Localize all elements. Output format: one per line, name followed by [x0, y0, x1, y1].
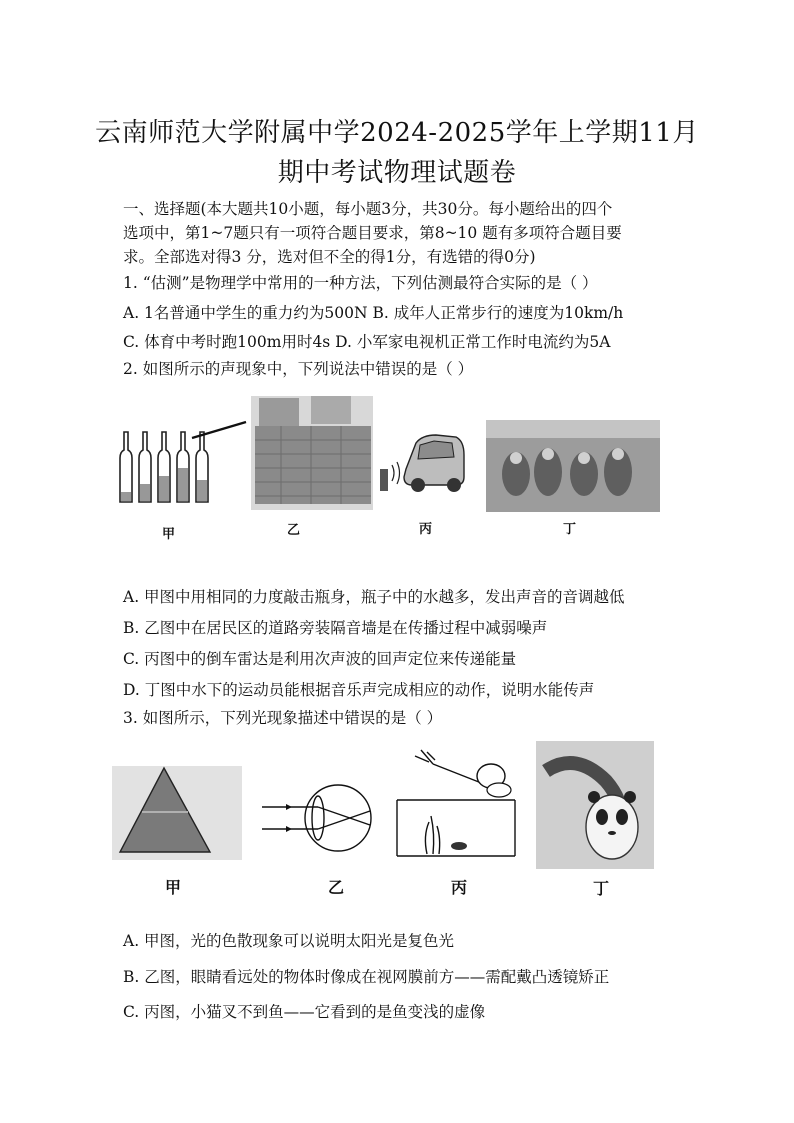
- q2-option-b: B. 乙图中在居民区的道路旁装隔音墙是在传播过程中减弱噪声: [123, 619, 548, 637]
- pointer-line: [190, 418, 248, 442]
- q2-option-d: D. 丁图中水下的运动员能根据音乐声完成相应的动作，说明水能传声: [123, 681, 595, 699]
- section-instructions-line2: 选项中，第1~7题只有一项符合题目要求，第8~10 题有多项符合题目要: [123, 224, 622, 242]
- q3-option-b: B. 乙图，眼睛看远处的物体时像成在视网膜前方——需配戴凸透镜矫正: [123, 968, 610, 986]
- q1-options-row2: C. 体育中考时跑100m用时4s D. 小军家电视机正常工作时电流约为5A: [123, 333, 611, 351]
- q2-stem: 2. 如图所示的声现象中，下列说法中错误的是（ ）: [123, 360, 474, 378]
- cat-fishing-figure: [393, 746, 517, 862]
- q2-option-a: A. 甲图中用相同的力度敲击瓶身，瓶子中的水越多，发出声音的音调越低: [123, 588, 625, 606]
- q2-caption-ding: 丁: [563, 522, 577, 537]
- q3-caption-yi: 乙: [328, 878, 345, 897]
- reversing-radar-figure: [376, 429, 466, 499]
- q1-options-row1: A. 1名普通中学生的重力约为500N B. 成年人正常步行的速度为10km/h: [123, 304, 624, 322]
- q3-caption-jia: 甲: [165, 878, 182, 897]
- exam-title-line1: 云南师范大学附属中学2024-2025学年上学期11月: [95, 118, 699, 148]
- q3-option-c: C. 丙图，小猫叉不到鱼——它看到的是鱼变浅的虚像: [123, 1003, 486, 1021]
- panda-mascot-photo: [536, 741, 654, 869]
- prism-photo: [112, 766, 242, 860]
- q3-caption-ding: 丁: [593, 879, 610, 898]
- section-instructions-line3: 求。全部选对得3 分，选对但不全的得1分，有选错的得0分): [123, 248, 536, 266]
- q2-caption-bing: 丙: [419, 522, 433, 537]
- q2-option-c: C. 丙图中的倒车雷达是利用次声波的回声定位来传递能量: [123, 650, 517, 668]
- section-instructions-line1: 一、选择题(本大题共10小题，每小题3分，共30分。每小题给出的四个: [123, 200, 613, 218]
- noise-barrier-photo: [251, 396, 373, 510]
- q2-caption-yi: 乙: [287, 523, 301, 538]
- q3-caption-bing: 丙: [451, 878, 468, 897]
- q2-caption-jia: 甲: [162, 527, 176, 542]
- underwater-swimmers-photo: [486, 420, 660, 512]
- exam-title-line2: 期中考试物理试题卷: [277, 158, 517, 188]
- q1-stem: 1. “估测”是物理学中常用的一种方法，下列估测最符合实际的是（ ）: [123, 274, 598, 292]
- q3-stem: 3. 如图所示，下列光现象描述中错误的是（ ）: [123, 709, 443, 727]
- eye-diagram: [260, 783, 384, 853]
- q3-option-a: A. 甲图，光的色散现象可以说明太阳光是复色光: [123, 932, 455, 950]
